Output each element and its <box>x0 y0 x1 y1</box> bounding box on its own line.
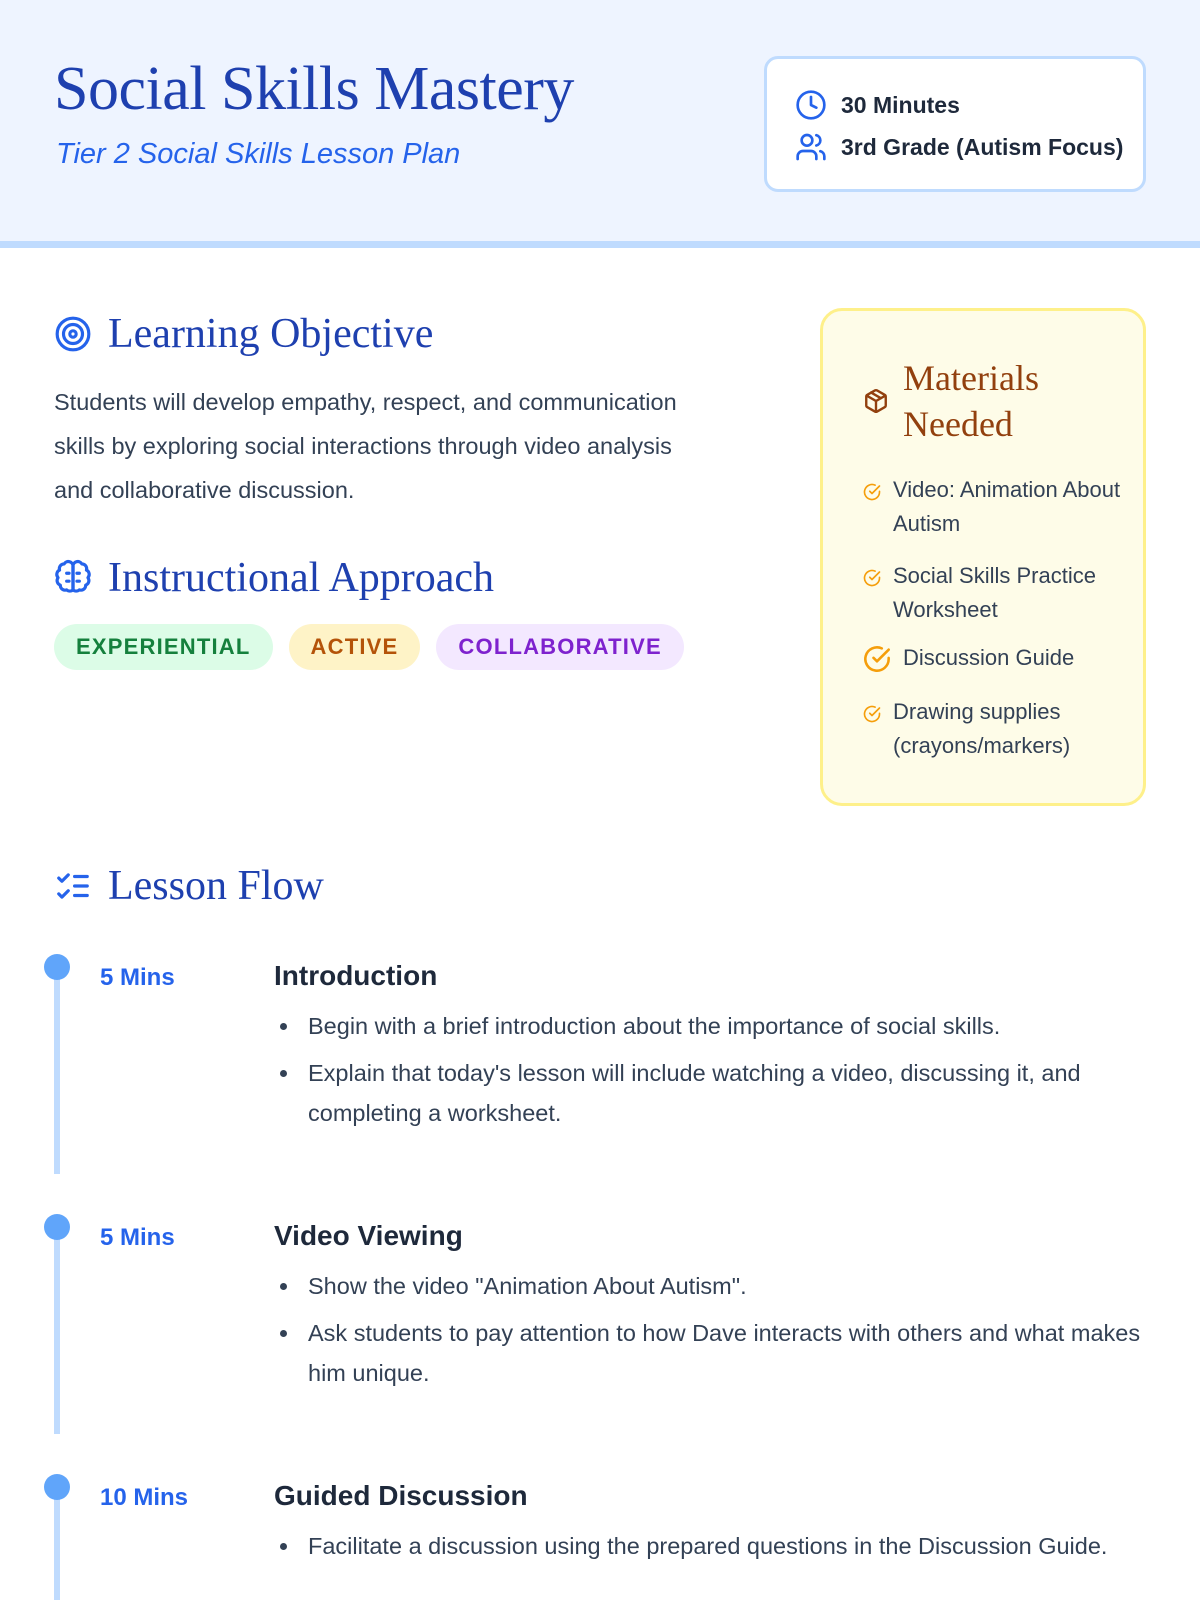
step-bullet: Show the video "Animation About Autism". <box>274 1266 1154 1306</box>
tag-collaborative: COLLABORATIVE <box>436 624 683 670</box>
brain-icon <box>54 559 92 597</box>
materials-heading-text: Materials Needed <box>903 358 1039 444</box>
material-item-text: Social Skills Practice Worksheet <box>893 563 1096 622</box>
material-item <box>863 559 1123 627</box>
approach-tags <box>54 624 684 670</box>
materials-card <box>820 308 1146 806</box>
tag-experiential: EXPERIENTIAL <box>54 624 273 670</box>
timeline-dot <box>44 1214 70 1240</box>
check-circle-icon <box>863 483 881 501</box>
lesson-flow-heading-text: Lesson Flow <box>108 863 324 909</box>
page-title: Social Skills Mastery <box>54 55 574 123</box>
audience-text: 3rd Grade (Autism Focus) <box>841 133 1124 160</box>
timeline-dot <box>44 1474 70 1500</box>
step-duration: 5 Mins <box>100 1224 175 1251</box>
step-bullet: Begin with a brief introduction about the importance of social skills. <box>274 1006 1154 1046</box>
timeline-line <box>54 1224 60 1434</box>
material-item <box>863 641 1133 675</box>
step-bullets <box>274 1266 1154 1400</box>
step-bullet: Ask students to pay attention to how Dave interacts with others and what makes him unique. <box>274 1313 1154 1393</box>
step-title: Introduction <box>274 960 438 991</box>
timeline-line <box>54 1484 60 1600</box>
box-icon <box>863 388 889 414</box>
lesson-flow-heading <box>54 862 324 910</box>
tag-active: ACTIVE <box>289 624 421 670</box>
objective-heading-text: Learning Objective <box>108 311 434 357</box>
step-duration: 10 Mins <box>100 1484 189 1511</box>
timeline-dot <box>44 954 70 980</box>
step-title: Guided Discussion <box>274 1480 528 1511</box>
list-checks-icon <box>54 867 92 905</box>
materials-heading <box>863 355 1073 447</box>
material-item-text: Drawing supplies (crayons/markers) <box>893 699 1071 758</box>
step-bullet: Facilitate a discussion using the prepared questions in the Discussion Guide. <box>274 1526 1154 1566</box>
lesson-meta-card <box>764 56 1146 192</box>
duration-row <box>795 89 960 121</box>
check-circle-icon <box>863 705 881 723</box>
objective-text: Students will develop empathy, respect, and communication skills by exploring social interactions through video analysis and collaborative discussion. <box>54 389 677 503</box>
page-header <box>0 0 1200 248</box>
step-title: Video Viewing <box>274 1220 463 1251</box>
material-item-text: Video: Animation About Autism <box>893 477 1121 536</box>
audience-row <box>795 131 1123 163</box>
material-item <box>863 473 1123 541</box>
timeline-line <box>54 964 60 1174</box>
check-circle-icon <box>863 645 891 673</box>
users-icon <box>795 131 827 163</box>
step-bullets <box>274 1006 1154 1140</box>
objective-heading <box>54 310 433 358</box>
duration-text: 30 Minutes <box>841 91 960 118</box>
check-circle-icon <box>863 569 881 587</box>
approach-heading-text: Instructional Approach <box>108 555 495 601</box>
step-bullets <box>274 1526 1154 1573</box>
page-subtitle: Tier 2 Social Skills Lesson Plan <box>56 138 461 170</box>
target-icon <box>54 315 92 353</box>
step-duration: 5 Mins <box>100 964 175 991</box>
material-item <box>863 695 1123 763</box>
approach-heading <box>54 554 494 602</box>
material-item-text: Discussion Guide <box>903 645 1075 670</box>
clock-icon <box>795 89 827 121</box>
step-bullet: Explain that today's lesson will include watching a video, discussing it, and completing a worksheet. <box>274 1053 1154 1133</box>
